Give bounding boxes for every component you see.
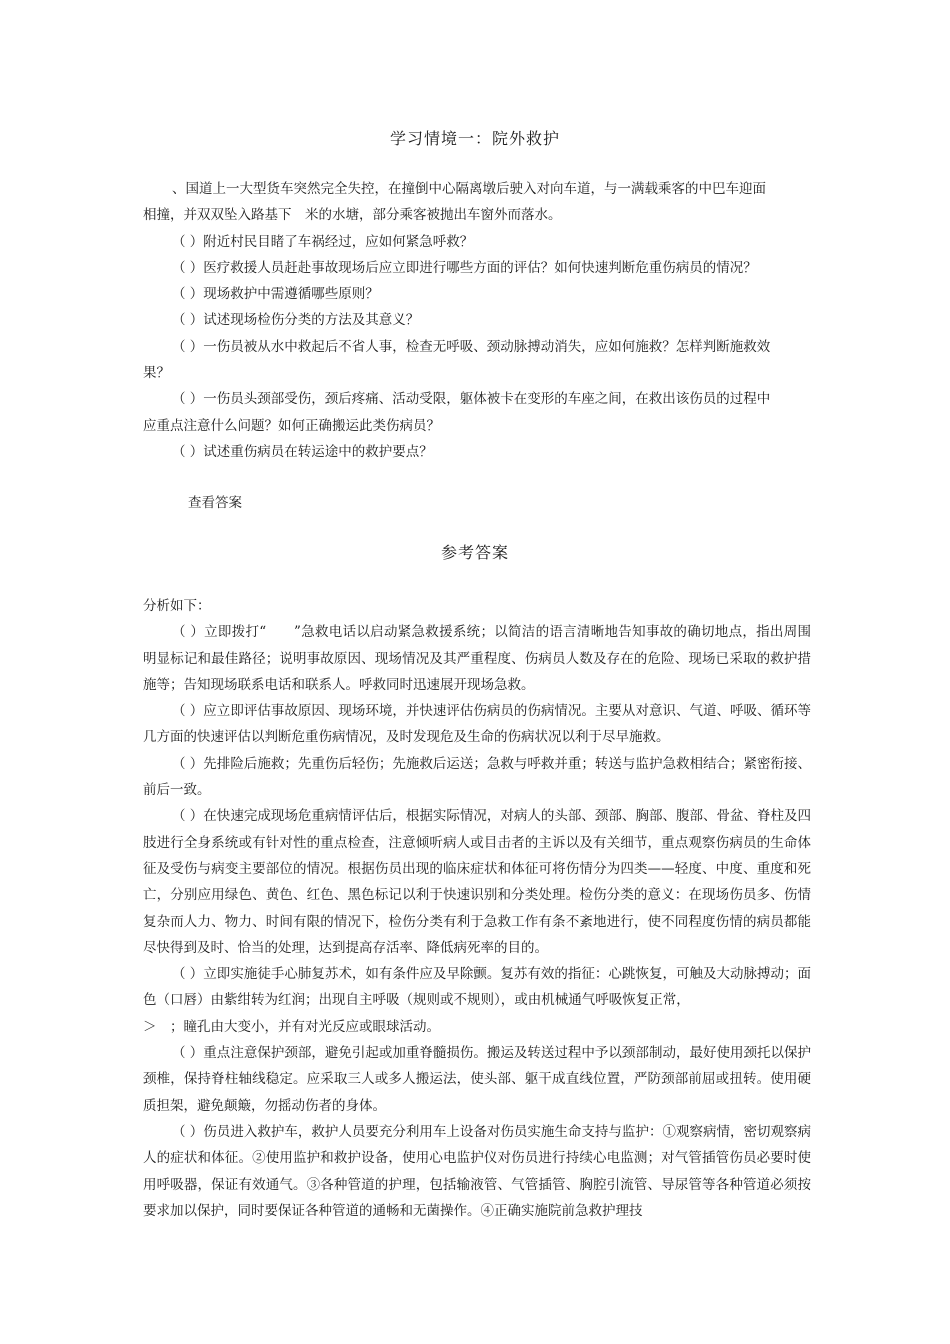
answer-body: [143, 593, 811, 1224]
answer-section-title: 参考答案: [440, 543, 509, 562]
answer-paragraph: （ ）伤员进入救护车，救护人员要充分利用车上设备对伤员实施生命支持与监护：①观察病情，密切观察病人的症状和体征。②使用监护和救护设备，使用心电监护仪对伤员进行持续心电监测；对气管插管伤员必要时使用呼吸器，保证有效通气。③各种管道的护理，包括输液管、气管插管、胸腔引流管、导尿管等各种管道必须按要求加以保护，同时要保证各种管道的通畅和无菌操作。④正确实施院前急救护理技: [143, 1123, 811, 1219]
question-item: （ ）一伤员被从水中救起后不省人事，检查无呼吸、颈动脉搏动消失，应如何施救？怎样判断施救效: [172, 338, 771, 355]
scenario-line: 相撞，并双双坠入路基下 米的水塘，部分乘客被抛出车窗外而落水。: [143, 207, 562, 224]
answer-paragraph-continued: ＞ ；瞳孔由大变小，并有对光反应或眼球活动。: [143, 1018, 440, 1035]
scenario-line: 、国道上一大型货车突然完全失控，在撞倒中心隔离墩后驶入对向车道，与一满载乘客的中巴车迎面: [172, 181, 766, 197]
answer-paragraph: （ ）先排险后施救；先重伤后轻伤；先施救后运送；急救与呼救并重；转送与监护急救相结合；紧密衔接、前后一致。: [143, 755, 811, 799]
question-item: （ ）现场救护中需遵循哪些原则？: [172, 286, 379, 303]
view-answer-link[interactable]: 查看答案: [188, 495, 242, 511]
question-item: （ ）试述现场检伤分类的方法及其意义？: [172, 312, 420, 329]
answer-paragraph: （ ）立即实施徒手心肺复苏术，如有条件应及早除颤。复苏有效的指征：心跳恢复，可触及大动脉搏动；面色（口唇）由紫绀转为红润；出现自主呼吸（规则或不规则），或由机械通气呼吸恢复正常，: [143, 966, 811, 1009]
question-item: （ ）一伤员头颈部受伤，颈后疼痛、活动受限，躯体被卡在变形的车座之间，在救出该伤员的过程中: [172, 391, 771, 408]
question-item-continued: 应重点注意什么问题？如何正确搬运此类伤病员？: [143, 417, 440, 434]
section-title: 学习情境一：院外救护: [389, 129, 560, 148]
question-item-continued: 果？: [143, 365, 170, 382]
answer-paragraph: （ ）应立即评估事故原因、现场环境，并快速评估伤病员的伤病情况。主要从对意识、气道、呼吸、循环等几方面的快速评估以判断危重伤病情况，及时发现危及生命的伤病状况以利于尽早施救。: [143, 703, 811, 746]
question-item: （ ）试述重伤病员在转运途中的救护要点？: [172, 443, 433, 460]
answer-paragraph: （ ）重点注意保护颈部，避免引起或加重脊髓损伤。搬运及转送过程中予以颈部制动，最好使用颈托以保护颈椎，保持脊柱轴线稳定。应采取三人或多人搬运法，使头部、躯干成直线位置，严防颈部前屈或扭转。使用硬质担架，避免颠簸，勿摇动伤者的身体。: [143, 1045, 811, 1114]
answer-paragraph: （ ）立即拨打“ ”急救电话以启动紧急救援系统；以简洁的语言清晰地告知事故的确切地点，指出周围明显标记和最佳路径；说明事故原因、现场情况及其严重程度、伤病员人数及存在的危险、现场已采取的救护措施等；告知现场联系电话和联系人。呼救同时迅速展开现场急救。: [143, 624, 811, 693]
answer-lead: 分析如下：: [143, 598, 211, 614]
question-item: （ ）附近村民目睹了车祸经过，应如何紧急呼救？: [172, 233, 474, 250]
question-item: （ ）医疗救援人员赶赴事故现场后应立即进行哪些方面的评估？如何快速判断危重伤病员的情况？: [172, 259, 757, 276]
case-scenario: [143, 176, 811, 465]
answer-paragraph: （ ）在快速完成现场危重病情评估后，根据实际情况，对病人的头部、颈部、胸部、腹部、骨盆、脊柱及四肢进行全身系统或有针对性的重点检查，注意倾听病人或目击者的主诉以及有关细节，重点观察伤病员的生命体征及受伤与病变主要部位的情况。根据伤员出现的临床症状和体征可将伤情分为四类——轻度、中度、重度和死亡，分别应用绿色、黄色、红色、黑色标记以利于快速识别和分类处理。检伤分类的意义：在现场伤员多、伤情复杂而人力、物力、时间有限的情况下，检伤分类有利于急救工作有条不紊地进行，使不同程度伤情的病员都能尽快得到及时、恰当的处理，达到提高存活率、降低病死率的目的。: [143, 808, 811, 956]
